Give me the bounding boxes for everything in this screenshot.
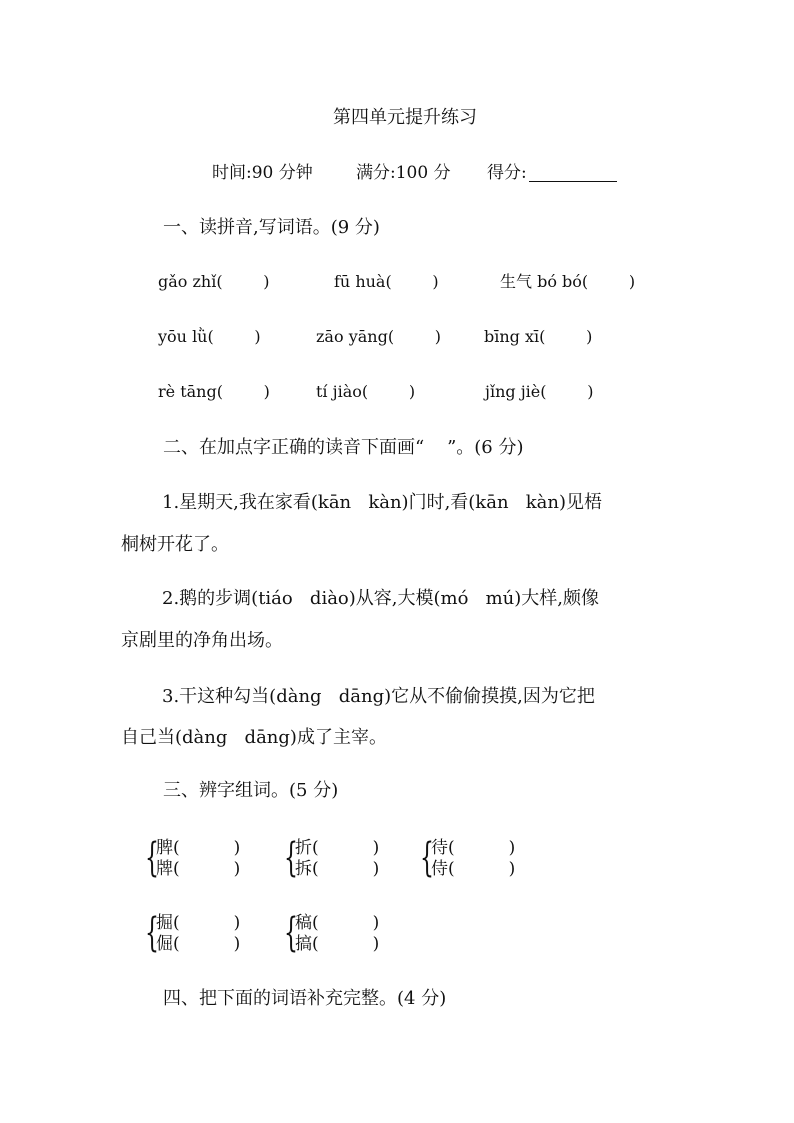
- char-item: 拆( ): [295, 859, 380, 879]
- pinyin-item: fū huà( ): [334, 272, 439, 291]
- pinyin-item: yōu lǜ( ): [158, 327, 261, 346]
- section1-heading: 一、读拼音,写词语。(9 分): [163, 217, 380, 238]
- question-line: 1.星期天,我在家看(kān kàn)门时,看(kān kàn)见梧: [162, 492, 602, 513]
- char-group: [295, 838, 379, 880]
- pinyin-item: zāo yāng( ): [316, 327, 441, 346]
- brace-icon: {: [284, 835, 298, 881]
- char-item: 牌( ): [156, 859, 241, 879]
- pinyin-item: jǐng jiè( ): [485, 382, 594, 401]
- full-score-info: 满分:100 分: [356, 163, 451, 183]
- char-group: [431, 838, 515, 880]
- pinyin-item: 生气 bó bó( ): [500, 272, 636, 291]
- pinyin-item: bīng xī( ): [484, 327, 593, 346]
- time-info: 时间:90 分钟: [212, 163, 313, 183]
- char-item: 侍( ): [431, 859, 516, 879]
- question-line: 2.鹅的步调(tiáo diào)从容,大模(mó mú)大样,颇像: [162, 588, 600, 609]
- question-line: 3.干这种勾当(dàng dāng)它从不偷偷摸摸,因为它把: [162, 686, 595, 707]
- char-item: 待( ): [431, 838, 516, 858]
- char-item: 稿( ): [295, 913, 380, 933]
- pinyin-item: rè tāng( ): [158, 382, 270, 401]
- score-blank[interactable]: [529, 165, 617, 182]
- section4-heading: 四、把下面的词语补充完整。(4 分): [163, 988, 447, 1009]
- score-info: [487, 165, 617, 182]
- pinyin-item: gǎo zhǐ( ): [158, 272, 270, 291]
- brace-icon: {: [420, 835, 434, 881]
- char-item: 掘( ): [156, 913, 241, 933]
- char-item: 折( ): [295, 838, 380, 858]
- question-line: 京剧里的净角出场。: [121, 630, 283, 651]
- section3-heading: 三、辨字组词。(5 分): [163, 780, 339, 801]
- section2-heading: 二、在加点字正确的读音下面画“ ”。(6 分): [163, 437, 524, 458]
- char-group: [295, 913, 379, 955]
- char-group: [156, 838, 240, 880]
- question-line: 桐树开花了。: [121, 534, 229, 555]
- question-line: 自己当(dàng dāng)成了主宰。: [121, 727, 387, 748]
- score-label: 得分:: [487, 163, 527, 183]
- char-item: 搞( ): [295, 934, 380, 954]
- brace-icon: {: [145, 835, 159, 881]
- page-title: 第四单元提升练习: [333, 107, 477, 128]
- char-group: [156, 913, 240, 955]
- char-item: 倔( ): [156, 934, 241, 954]
- char-item: 脾( ): [156, 838, 241, 858]
- brace-icon: {: [284, 910, 298, 956]
- pinyin-item: tí jiào( ): [316, 382, 416, 401]
- brace-icon: {: [145, 910, 159, 956]
